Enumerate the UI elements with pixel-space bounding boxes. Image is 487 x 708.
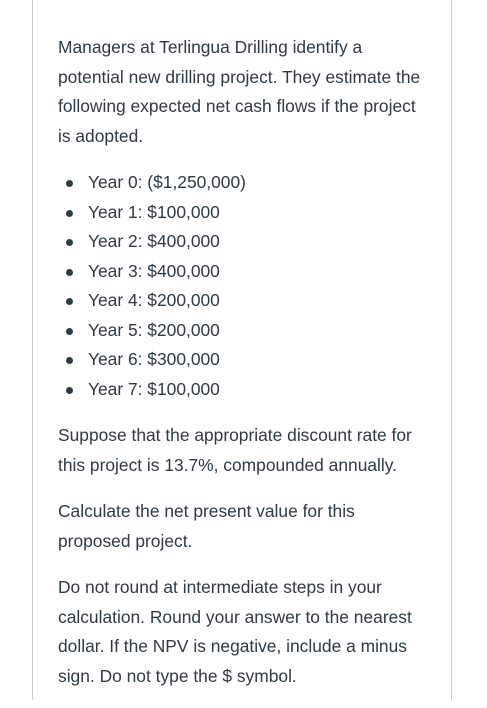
list-item: Year 2: $400,000	[88, 227, 430, 257]
question-body	[58, 33, 430, 708]
discount-rate-paragraph: Suppose that the appropriate discount rate for this project is 13.7%, compounded annually.	[58, 425, 412, 475]
rounding-instructions-paragraph: Do not round at intermediate steps in your calculation. Round your answer to the nearest dollar. If the NPV is negative, include a minus sign. Do not type the $ symbol.	[58, 577, 412, 686]
list-item: Year 4: $200,000	[88, 286, 430, 316]
task-paragraph: Calculate the net present value for this proposed project.	[58, 501, 355, 551]
intro-paragraph: Managers at Terlingua Drilling identify a potential new drilling project. They estimate the following expected net cash flows if the project is adopted.	[58, 37, 421, 146]
cash-flow-list	[58, 168, 430, 404]
list-item: Year 1: $100,000	[88, 198, 430, 228]
list-item: Year 6: $300,000	[88, 345, 430, 375]
list-item: Year 3: $400,000	[88, 257, 430, 287]
list-item: Year 5: $200,000	[88, 316, 430, 346]
list-item: Year 0: ($1,250,000)	[88, 168, 430, 198]
list-item: Year 7: $100,000	[88, 375, 430, 405]
